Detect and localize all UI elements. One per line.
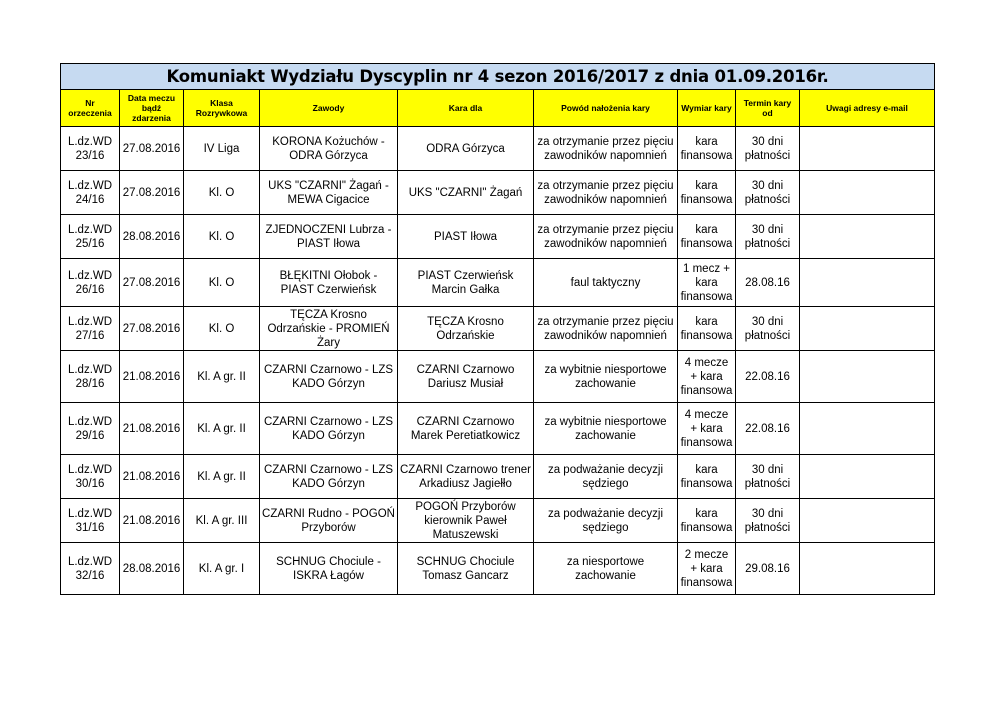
cell-termin: 30 dni płatności — [736, 455, 800, 499]
cell-data: 28.08.2016 — [120, 215, 184, 259]
cell-wymiar: 1 mecz + kara finansowa — [678, 259, 736, 307]
discipline-sheet — [60, 63, 934, 595]
cell-termin: 22.08.16 — [736, 403, 800, 455]
cell-uwagi — [800, 215, 935, 259]
cell-uwagi — [800, 171, 935, 215]
cell-klasa: Kl. O — [184, 171, 260, 215]
header-termin: Termin kary od — [736, 90, 800, 127]
cell-termin: 29.08.16 — [736, 543, 800, 595]
table-row — [61, 171, 935, 215]
cell-data: 27.08.2016 — [120, 171, 184, 215]
cell-uwagi — [800, 543, 935, 595]
cell-data: 21.08.2016 — [120, 351, 184, 403]
cell-termin: 30 dni płatności — [736, 499, 800, 543]
cell-nr: L.dz.WD 24/16 — [61, 171, 120, 215]
cell-kara-dla: SCHNUG Chociule Tomasz Gancarz — [398, 543, 534, 595]
cell-data: 21.08.2016 — [120, 455, 184, 499]
cell-kara-dla: PIAST Iłowa — [398, 215, 534, 259]
cell-uwagi — [800, 499, 935, 543]
cell-zawody: BŁĘKITNI Ołobok - PIAST Czerwieńsk — [260, 259, 398, 307]
cell-termin: 30 dni płatności — [736, 215, 800, 259]
header-powod: Powód nałożenia kary — [534, 90, 678, 127]
table-row — [61, 127, 935, 171]
cell-kara-dla: TĘCZA Krosno Odrzańskie — [398, 307, 534, 351]
cell-data: 27.08.2016 — [120, 127, 184, 171]
cell-kara-dla: CZARNI Czarnowo trener Arkadiusz Jagiełło — [398, 455, 534, 499]
header-kara-dla: Kara dla — [398, 90, 534, 127]
cell-nr: L.dz.WD 29/16 — [61, 403, 120, 455]
cell-powod: za otrzymanie przez pięciu zawodników napomnień — [534, 171, 678, 215]
cell-uwagi — [800, 403, 935, 455]
cell-uwagi — [800, 455, 935, 499]
cell-data: 21.08.2016 — [120, 499, 184, 543]
header-zawody: Zawody — [260, 90, 398, 127]
header-klasa: Klasa Rozrywkowa — [184, 90, 260, 127]
cell-zawody: CZARNI Czarnowo - LZS KADO Górzyn — [260, 403, 398, 455]
cell-termin: 30 dni płatności — [736, 171, 800, 215]
cell-uwagi — [800, 307, 935, 351]
cell-kara-dla: PIAST Czerwieńsk Marcin Gałka — [398, 259, 534, 307]
header-uwagi: Uwagi adresy e-mail — [800, 90, 935, 127]
cell-termin: 28.08.16 — [736, 259, 800, 307]
discipline-table — [60, 63, 935, 595]
cell-uwagi — [800, 127, 935, 171]
cell-wymiar: kara finansowa — [678, 307, 736, 351]
table-row — [61, 215, 935, 259]
cell-kara-dla: CZARNI Czarnowo Marek Peretiatkowicz — [398, 403, 534, 455]
cell-klasa: Kl. A gr. II — [184, 403, 260, 455]
table-row — [61, 403, 935, 455]
table-row — [61, 351, 935, 403]
cell-nr: L.dz.WD 26/16 — [61, 259, 120, 307]
cell-klasa: Kl. O — [184, 215, 260, 259]
cell-wymiar: kara finansowa — [678, 171, 736, 215]
cell-powod: faul taktyczny — [534, 259, 678, 307]
cell-nr: L.dz.WD 31/16 — [61, 499, 120, 543]
cell-powod: za niesportowe zachowanie — [534, 543, 678, 595]
table-row — [61, 543, 935, 595]
cell-klasa: Kl. A gr. II — [184, 455, 260, 499]
cell-nr: L.dz.WD 32/16 — [61, 543, 120, 595]
table-row — [61, 455, 935, 499]
header-wymiar: Wymiar kary — [678, 90, 736, 127]
cell-zawody: KORONA Kożuchów - ODRA Górzyca — [260, 127, 398, 171]
cell-zawody: ZJEDNOCZENI Lubrza - PIAST Iłowa — [260, 215, 398, 259]
cell-wymiar: kara finansowa — [678, 455, 736, 499]
cell-klasa: IV Liga — [184, 127, 260, 171]
header-nr: Nr orzeczenia — [61, 90, 120, 127]
cell-zawody: CZARNI Czarnowo - LZS KADO Górzyn — [260, 351, 398, 403]
cell-kara-dla: POGOŃ Przyborów kierownik Paweł Matuszewski — [398, 499, 534, 543]
cell-zawody: UKS "CZARNI" Żagań - MEWA Cigacice — [260, 171, 398, 215]
cell-powod: za podważanie decyzji sędziego — [534, 455, 678, 499]
cell-termin: 22.08.16 — [736, 351, 800, 403]
cell-termin: 30 dni płatności — [736, 307, 800, 351]
cell-data: 27.08.2016 — [120, 307, 184, 351]
cell-data: 28.08.2016 — [120, 543, 184, 595]
cell-kara-dla: UKS "CZARNI" Żagań — [398, 171, 534, 215]
document-title: Komuniakt Wydziału Dyscyplin nr 4 sezon 2016/2017 z dnia 01.09.2016r. — [61, 64, 935, 90]
cell-klasa: Kl. A gr. II — [184, 351, 260, 403]
cell-powod: za podważanie decyzji sędziego — [534, 499, 678, 543]
cell-nr: L.dz.WD 23/16 — [61, 127, 120, 171]
table-row — [61, 499, 935, 543]
cell-kara-dla: ODRA Górzyca — [398, 127, 534, 171]
table-row — [61, 259, 935, 307]
cell-wymiar: kara finansowa — [678, 127, 736, 171]
header-data: Data meczu bądź zdarzenia — [120, 90, 184, 127]
cell-klasa: Kl. A gr. I — [184, 543, 260, 595]
header-row — [61, 90, 935, 127]
cell-powod: za otrzymanie przez pięciu zawodników napomnień — [534, 127, 678, 171]
cell-powod: za wybitnie niesportowe zachowanie — [534, 403, 678, 455]
cell-nr: L.dz.WD 25/16 — [61, 215, 120, 259]
cell-wymiar: kara finansowa — [678, 215, 736, 259]
cell-termin: 30 dni płatności — [736, 127, 800, 171]
cell-nr: L.dz.WD 30/16 — [61, 455, 120, 499]
cell-kara-dla: CZARNI Czarnowo Dariusz Musiał — [398, 351, 534, 403]
cell-klasa: Kl. O — [184, 307, 260, 351]
cell-powod: za otrzymanie przez pięciu zawodników napomnień — [534, 307, 678, 351]
cell-zawody: CZARNI Rudno - POGOŃ Przyborów — [260, 499, 398, 543]
cell-zawody: TĘCZA Krosno Odrzańskie - PROMIEŃ Żary — [260, 307, 398, 351]
cell-zawody: SCHNUG Chociule - ISKRA Łagów — [260, 543, 398, 595]
cell-powod: za wybitnie niesportowe zachowanie — [534, 351, 678, 403]
table-row — [61, 307, 935, 351]
cell-data: 27.08.2016 — [120, 259, 184, 307]
cell-powod: za otrzymanie przez pięciu zawodników napomnień — [534, 215, 678, 259]
cell-uwagi — [800, 351, 935, 403]
cell-klasa: Kl. A gr. III — [184, 499, 260, 543]
cell-data: 21.08.2016 — [120, 403, 184, 455]
cell-wymiar: 2 mecze + kara finansowa — [678, 543, 736, 595]
cell-wymiar: 4 mecze + kara finansowa — [678, 403, 736, 455]
cell-wymiar: kara finansowa — [678, 499, 736, 543]
cell-zawody: CZARNI Czarnowo - LZS KADO Górzyn — [260, 455, 398, 499]
cell-nr: L.dz.WD 27/16 — [61, 307, 120, 351]
cell-wymiar: 4 mecze + kara finansowa — [678, 351, 736, 403]
cell-uwagi — [800, 259, 935, 307]
cell-nr: L.dz.WD 28/16 — [61, 351, 120, 403]
cell-klasa: Kl. O — [184, 259, 260, 307]
